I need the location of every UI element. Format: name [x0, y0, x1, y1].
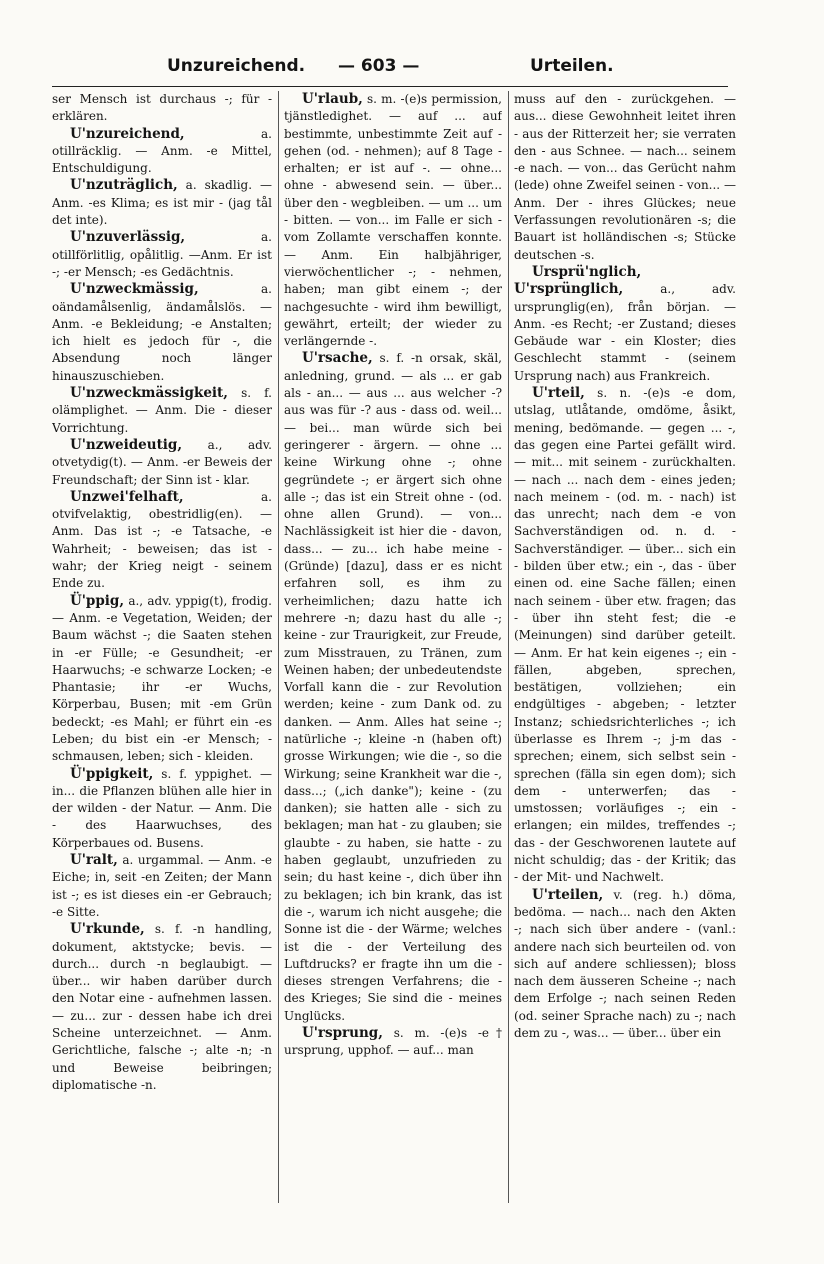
- entry-text: s. f. yppighet. — in... die Pflanzen blühen alle hier in der wilden - der Natur. — Anm. Die - des Haarwuchses, des Körperbaues od. Busens.: [52, 766, 272, 850]
- column-2: [284, 91, 502, 1203]
- dictionary-entry: [514, 385, 736, 887]
- entry-headword: Ü'ppigkeit,: [70, 765, 154, 782]
- entry-headword: U'rteilen,: [532, 886, 604, 903]
- dictionary-entry: [284, 350, 502, 1025]
- entry-headword: U'nzuverlässig,: [70, 229, 186, 246]
- entry-text: a. skadlig. — Anm. -es Klima; es ist mir - (jag tål det inte).: [52, 178, 272, 228]
- entry-headword: U'nzweckmässig,: [70, 281, 199, 298]
- entry-text: a. otillräcklig. — Anm. -e Mittel, Entschuldigung.: [52, 126, 272, 176]
- column-divider: [508, 91, 509, 1203]
- entry-text: s. m. -(e)s -e† ursprung, upphof. — auf... man: [284, 1026, 502, 1058]
- dictionary-entry: [52, 489, 272, 593]
- running-header: [52, 56, 728, 86]
- entry-text: s. f. olämplighet. — Anm. Die - dieser Vorrichtung.: [52, 386, 272, 435]
- entry-headword: U'rteil,: [532, 385, 585, 402]
- dictionary-entry: [284, 91, 502, 350]
- column-divider: [278, 91, 279, 1203]
- entry-text: a. urgammal. — Anm. -e Eiche; in, seit -en Zeiten; der Mann ist -; es ist dieses ein -er Gebrauch; -e Sitte.: [52, 853, 272, 919]
- entry-headword: U'nzweckmässigkeit,: [70, 385, 228, 402]
- dictionary-entry: [52, 921, 272, 1094]
- header-rule: [52, 86, 728, 87]
- entry-headword: U'rsprung,: [302, 1025, 383, 1042]
- entry-headword: U'rlaub,: [302, 91, 363, 107]
- header-first-word: Unzureichend.: [167, 56, 306, 76]
- dictionary-entry: [52, 177, 272, 229]
- dictionary-entry: [52, 593, 272, 766]
- dictionary-entry: [514, 887, 736, 1043]
- entry-headword: Ursprü'nglich, U'rsprünglich,: [514, 263, 642, 298]
- entry-text: s. f. -n orsak, skäl, anledning, grund. — als ... er gab als - an... — aus ... aus welcher -? aus was für -? aus - dass od. weil... — bei... man würde sich bei geringerer - ärgern. — ohne ... keine Wirkung ohne -; ohne gegründete -; er ärgert sich ohne alle -; das ist ein Streit ohne - (od. ohne allen Grund). — von... Nachlässigkeit ist hier die - davon, dass... — zu... ich habe meine - (Gründe) [dazu], dass er es nicht erfahren soll, es ihm zu verheimlichen; dazu hatte ich mehrere -n; dazu hast du alle -; keine - zur Traurigkeit, zur Freude, zum Misstrauen, zu Tränen, zum Weinen haben; der unbedeutendste Vorfall kann die - zur Revolution werden; keine - zum Dank od. zu danken. — Anm. Alles hat seine -; natürliche -; kleine -n (haben oft) grosse Wirkungen; wie die -, so die Wirkung; seine Krankheit war die -, dass...; („ich danke"); keine - (zu danken); sie hatten alle - sich zu beklagen; man hat - zu glauben; sie glaubte - zu haben, sie hatte - zu haben geglaubt, unzufrieden zu sein; du hast keine -, dich über ihn zu beklagen; ich bin krank, das ist die -, warum ich nicht ausgehe; die Sonne ist die - der Wärme; welches ist die - der Verteilung des Luftdrucks? er fragte ihn um die - dieses strengen Verfahrens; die - des Krieges; Sie sind die - meines Unglücks.: [284, 351, 502, 1023]
- entry-text: a., adv. otvetydig(t). — Anm. -er Beweis der Freundschaft; der Sinn ist - klar.: [52, 437, 272, 487]
- dictionary-entry: [52, 385, 272, 437]
- dictionary-entry: [52, 126, 272, 178]
- dictionary-entry: [514, 264, 736, 385]
- page-number: — 603 —: [338, 56, 420, 76]
- dictionary-entry: [284, 1025, 502, 1060]
- dictionary-entry: [52, 766, 272, 852]
- entry-headword: U'nzureichend,: [70, 125, 185, 142]
- entry-headword: Ü'ppig,: [70, 592, 125, 609]
- dictionary-entry: [52, 229, 272, 281]
- header-last-word: Urteilen.: [530, 56, 614, 76]
- entry-headword: U'nzuträglich,: [70, 177, 178, 194]
- entry-text: s. m. -(e)s permission, tjänstledighet. — auf ... auf bestimmte, unbestimmte Zeit auf - gehen (od. - nehmen); auf 8 Tage - erhalten; er ist auf -. — ohne... ohne - abwesend sein. — über... über den - wegbleiben. — um ... um - bitten. — von... im Falle er sich - vom Zollamte verschaffen konnte. — Anm. Ein halbjähriger, vierwöchentlicher -; - nehmen, haben; man gibt einem -; der nachgesuchte - wird ihm bewilligt, gewährt, erteilt; der wieder zu verlängernde -.: [284, 92, 502, 349]
- dictionary-entry: [52, 281, 272, 385]
- entry-headword: U'rsache,: [302, 350, 373, 367]
- entry-text: s. f. -n handling, dokument, aktstycke; bevis. — durch... durch -n beglaubigt. — über... wir haben darüber durch den Notar eine - aufnehmen lassen. — zu... zur - dessen habe ich drei Scheine unterzeichnet. — Anm. Gerichtliche, falsche -; alte -n; -n und Beweise beibringen; diplomatische -n.: [52, 922, 272, 1092]
- column-1: [52, 91, 272, 1203]
- entry-text: a., adv. ursprunglig(en), från början. — Anm. -es Recht; -er Zustand; dieses Gebäude war - ein Kloster; dies Geschlecht stammt - (seinem Ursprung nach) aus Frankreich.: [514, 282, 736, 383]
- dictionary-entry: [52, 437, 272, 489]
- entry-text: a. otvifvelaktig, obestridlig(en). — Anm. Das ist -; -e Tatsache, -e Wahrheit; - beweisen; das ist - wahr; der Krieg neigt - seinem Ende zu.: [52, 489, 272, 591]
- entry-headword: U'nzweideutig,: [70, 436, 183, 453]
- entry-text: a. otillförlitlig, opålitlig. —Anm. Er ist -; -er Mensch; -es Gedächtnis.: [52, 230, 272, 279]
- entry-headword: U'ralt,: [70, 852, 118, 869]
- dictionary-entry: [52, 852, 272, 921]
- entry-text: muss auf den - zurückgehen. — aus... diese Gewohnheit leitet ihren - aus der Ritterzeit her; sie verraten den - aus Schnee. — nach... seinem -e nach. — von... das Gerücht nahm (lede) ohne Zweifel seinen - von... — Anm. Der - ihres Glückes; neue Verfassungen revolutionären -s; die Bauart ist holländischen -s; Stücke deutschen -s.: [514, 92, 736, 262]
- dictionary-entry: [52, 91, 272, 126]
- entry-text: v. (reg. h.) döma, bedöma. — nach... nach den Akten -; nach sich über andere - (vanl.: andere nach sich beurteilen od. von sich auf andere schliessen); bloss nach dem äusseren Scheine -; nach dem Erfolge -; nach seinen Reden (od. seiner Sprache nach) zu -; nach dem zu -, was... — über... über ein: [514, 887, 736, 1041]
- entry-text: ser Mensch ist durchaus -; für - erklären.: [52, 92, 272, 124]
- entry-headword: Unzwei'felhaft,: [70, 488, 184, 505]
- entry-text: s. n. -(e)s -e dom, utslag, utlåtande, omdöme, åsikt, mening, bedömande. — gegen ... -, das gegen eine Partei gefällt wird. — mit... mit seinem - zurückhalten. — nach ... nach dem - eines jeden; nach meinem - (od. m. - nach) ist das unrecht; nach dem -e von Sachverständigen od. n. d. - Sachverständiger. — über... sich ein - bilden über etw.; ein -, das - über einen od. eine Sache fällen; einen nach seinem - über etw. fragen; das - über ihn steht fest; die -e (Meinungen) sind darüber geteilt. — Anm. Er hat kein eigenes -; ein - fällen, abgeben, sprechen, bestätigen, vollziehen; ein endgültiges - abgeben; - letzter Instanz; schiedsrichterliches -; ich überlasse es Ihrem -; j-m das - sprechen; einem, sich selbst sein - sprechen (fälla sin egen dom); sich dem - unterwerfen; das - umstossen; vorläufiges -; ein - erlangen; ein mildes, treffendes -; das - der Geschworenen lautete auf nicht schuldig; das - der Kritik; das - der Mit- und Nachwelt.: [514, 386, 736, 885]
- entry-headword: U'rkunde,: [70, 921, 145, 938]
- entry-text: a., adv. yppig(t), frodig. — Anm. -e Vegetation, Weiden; der Baum wächst -; die Saaten stehen in -er Fülle; -e Gesundheit; -er Haarwuchs; -e schwarze Locken; -e Phantasie; ihr -er Wuchs, Körperbau, Busen; mit -em Grün bedeckt; -es Mahl; er führt ein -es Leben; du bist ein -er Mensch; - schmausen, leben; sich - kleiden.: [52, 593, 272, 764]
- column-3: [514, 91, 736, 1203]
- dictionary-entry: [514, 91, 736, 264]
- entry-text: a. oändamålsenlig, ändamålslös. — Anm. -e Bekleidung; -e Anstalten; ich hielt es jedoch für -, die Absendung noch länger hinauszuschieben.: [52, 282, 272, 383]
